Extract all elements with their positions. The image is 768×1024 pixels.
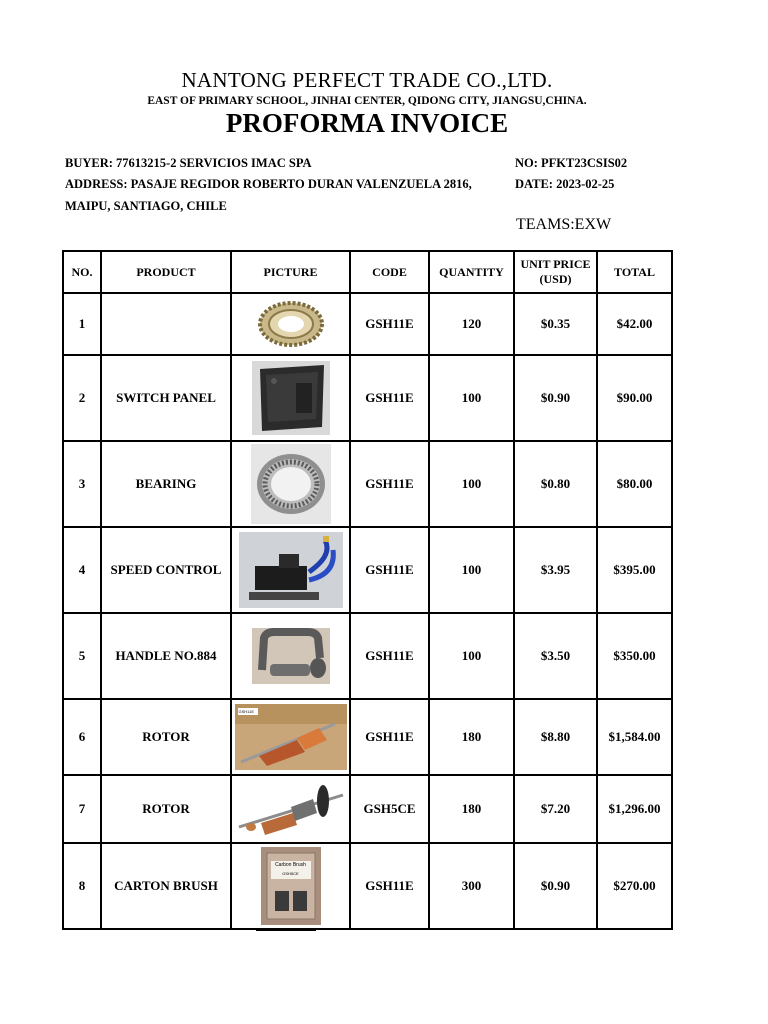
bag-label-line-2: GSH5CE bbox=[282, 871, 299, 876]
bag-label-line-1: Carbon Brush bbox=[275, 862, 306, 868]
cell-no: 4 bbox=[63, 527, 101, 613]
cell-total: $395.00 bbox=[597, 527, 672, 613]
cell-code: GSH5CE bbox=[350, 775, 429, 843]
cell-no: 3 bbox=[63, 441, 101, 527]
cell-unit-price: $3.50 bbox=[514, 613, 597, 699]
gear-ring-photo bbox=[232, 301, 349, 347]
cell-picture bbox=[231, 775, 350, 843]
cell-code: GSH11E bbox=[350, 843, 429, 929]
rotor-tag-label: GSH11E bbox=[238, 709, 254, 714]
cell-picture bbox=[231, 699, 350, 775]
header-no: NO. bbox=[63, 251, 101, 293]
table-row bbox=[63, 527, 672, 613]
document-title: PROFORMA INVOICE bbox=[225, 108, 509, 138]
table-row bbox=[63, 293, 672, 355]
cell-unit-price: $0.90 bbox=[514, 355, 597, 441]
cell-total: $1,296.00 bbox=[597, 775, 672, 843]
header-code: CODE bbox=[350, 251, 429, 293]
cell-quantity: 100 bbox=[429, 527, 514, 613]
cell-total: $42.00 bbox=[597, 293, 672, 355]
cell-product: HANDLE NO.884 bbox=[101, 613, 231, 699]
table-row bbox=[63, 441, 672, 527]
items-table bbox=[62, 250, 673, 930]
cell-no: 6 bbox=[63, 699, 101, 775]
header-unit-price-line-1: UNIT PRICE bbox=[520, 257, 591, 271]
header-total: TOTAL bbox=[597, 251, 672, 293]
cell-total: $80.00 bbox=[597, 441, 672, 527]
cell-quantity: 120 bbox=[429, 293, 514, 355]
cell-code: GSH11E bbox=[350, 527, 429, 613]
cell-no: 5 bbox=[63, 613, 101, 699]
cell-picture bbox=[231, 441, 350, 527]
table-row bbox=[63, 843, 672, 929]
cell-product: ROTOR bbox=[101, 775, 231, 843]
cell-picture bbox=[231, 843, 350, 929]
invoice-number: NO: PFKT23CSIS02 bbox=[515, 156, 628, 170]
header-unit-price bbox=[514, 251, 597, 293]
cell-code: GSH11E bbox=[350, 293, 429, 355]
cell-quantity: 180 bbox=[429, 775, 514, 843]
cell-quantity: 100 bbox=[429, 441, 514, 527]
cell-product: ROTOR bbox=[101, 699, 231, 775]
cell-code: GSH11E bbox=[350, 699, 429, 775]
cell-product bbox=[101, 293, 231, 355]
cell-picture bbox=[231, 613, 350, 699]
carbon-brush-photo bbox=[261, 847, 321, 925]
cell-no: 7 bbox=[63, 775, 101, 843]
cell-unit-price: $3.95 bbox=[514, 527, 597, 613]
cell-product: CARTON BRUSH bbox=[101, 843, 231, 929]
cell-unit-price: $0.35 bbox=[514, 293, 597, 355]
rotor-photo bbox=[232, 779, 349, 839]
handle-photo bbox=[232, 628, 349, 684]
company-address: EAST OF PRIMARY SCHOOL, JINHAI CENTER, QIDONG CITY, JIANGSU,CHINA. bbox=[147, 95, 587, 107]
cell-code: GSH11E bbox=[350, 613, 429, 699]
cell-product: SPEED CONTROL bbox=[101, 527, 231, 613]
invoice-date: DATE: 2023-02-25 bbox=[515, 177, 615, 191]
cell-code: GSH11E bbox=[350, 441, 429, 527]
speed-control-photo bbox=[232, 532, 349, 608]
page-divider bbox=[256, 930, 316, 931]
switch-panel-photo bbox=[232, 361, 349, 435]
table-header-row bbox=[63, 251, 672, 293]
cell-product: BEARING bbox=[101, 441, 231, 527]
cell-total: $90.00 bbox=[597, 355, 672, 441]
cell-quantity: 300 bbox=[429, 843, 514, 929]
cell-picture bbox=[231, 355, 350, 441]
header-quantity: QUANTITY bbox=[429, 251, 514, 293]
cell-picture bbox=[231, 527, 350, 613]
address-line-1: ADDRESS: PASAJE REGIDOR ROBERTO DURAN VALENZUELA 2816, bbox=[65, 177, 472, 191]
cell-quantity: 180 bbox=[429, 699, 514, 775]
cell-unit-price: $0.90 bbox=[514, 843, 597, 929]
table-row bbox=[63, 613, 672, 699]
cell-no: 2 bbox=[63, 355, 101, 441]
header-unit-price-line-2: (USD) bbox=[539, 272, 572, 286]
buyer-line: BUYER: 77613215-2 SERVICIOS IMAC SPA bbox=[65, 156, 312, 170]
bearing-photo bbox=[232, 444, 349, 524]
cell-code: GSH11E bbox=[350, 355, 429, 441]
cell-quantity: 100 bbox=[429, 613, 514, 699]
header-picture: PICTURE bbox=[231, 251, 350, 293]
cell-no: 8 bbox=[63, 843, 101, 929]
cell-product: SWITCH PANEL bbox=[101, 355, 231, 441]
cell-total: $1,584.00 bbox=[597, 699, 672, 775]
cell-unit-price: $7.20 bbox=[514, 775, 597, 843]
cell-total: $270.00 bbox=[597, 843, 672, 929]
table-row bbox=[63, 355, 672, 441]
cell-picture bbox=[231, 293, 350, 355]
cell-quantity: 100 bbox=[429, 355, 514, 441]
cell-total: $350.00 bbox=[597, 613, 672, 699]
terms: TEAMS:EXW bbox=[516, 216, 612, 233]
header-product: PRODUCT bbox=[101, 251, 231, 293]
rotor-photo bbox=[235, 704, 347, 770]
table-row bbox=[63, 699, 672, 775]
table-row bbox=[63, 775, 672, 843]
cell-no: 1 bbox=[63, 293, 101, 355]
cell-unit-price: $0.80 bbox=[514, 441, 597, 527]
address-line-2: MAIPU, SANTIAGO, CHILE bbox=[65, 199, 227, 213]
company-name: NANTONG PERFECT TRADE CO.,LTD. bbox=[181, 68, 553, 92]
cell-unit-price: $8.80 bbox=[514, 699, 597, 775]
